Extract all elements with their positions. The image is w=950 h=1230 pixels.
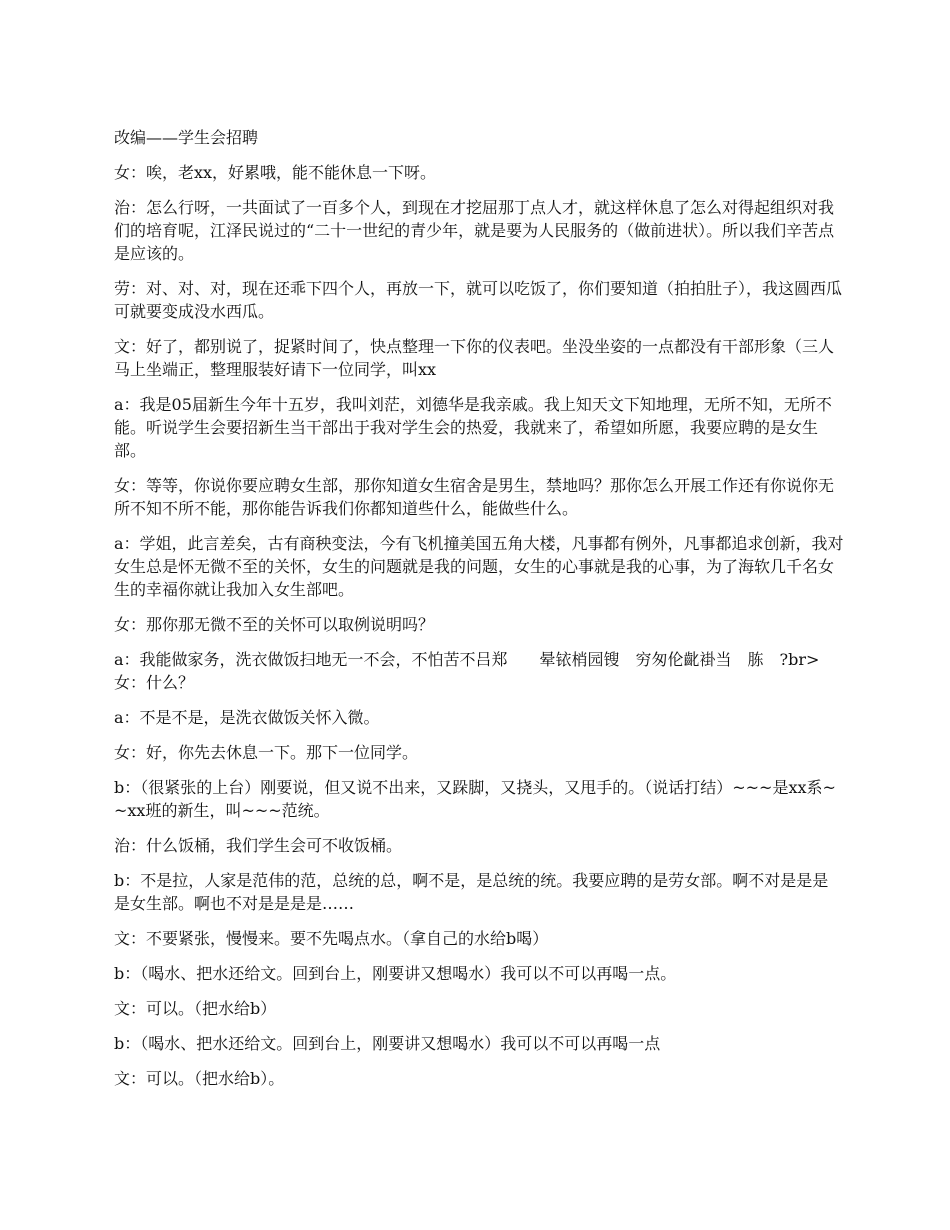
dialogue-line: 治：什么饭桶，我们学生会可不收饭桶。 [114, 836, 403, 855]
dialogue-line: b：不是拉，人家是范伟的范，总统的总，啊不是，是总统的统。我要应聘的是劳女部。啊不对是是是是女生部。啊也不对是是是是…… [114, 871, 829, 913]
dialogue-line: 文：可以。（把水给b）。 [114, 1069, 285, 1088]
dialogue-line: 女：唉，老xx，好累哦，能不能休息一下呀。 [114, 163, 437, 182]
dialogue-line: 治：怎么行呀，一共面试了一百多个人，到现在才挖屈那丁点人才，就这样休息了怎么对得起组织对我们的培育呢，江泽民说过的“二十一世纪的青少年，就是要为人民服务的（做前进状）。所以我们辛苦点是应该的。 [114, 198, 835, 263]
dialogue-line: b：（喝水、把水还给文。回到台上，刚要讲又想喝水）我可以不可以再喝一点。 [114, 964, 677, 983]
dialogue-line: b：（喝水、把水还给文。回到台上，刚要讲又想喝水）我可以不可以再喝一点 [114, 1034, 661, 1053]
dialogue-line: 女：等等，你说你要应聘女生部，那你知道女生宿舍是男生，禁地吗？那你怎么开展工作还有你说你无所不知不所不能，那你能告诉我们你都知道些什么，能做些什么。 [114, 476, 835, 518]
dialogue-line: 女：那你那无微不至的关怀可以取例说明吗？ [114, 615, 435, 634]
dialogue-line: 文：可以。（把水给b） [114, 999, 277, 1018]
dialogue-line: b：（很紧张的上台）刚要说，但又说不出来，又跺脚，又挠头，又甩手的。（说话打结）~~~是xx系~~xx班的新生，叫~~~范统。 [114, 778, 836, 820]
dialogue-line: 文：不要紧张，慢慢来。要不先喝点水。（拿自己的水给b喝） [114, 929, 549, 948]
dialogue-line: a：我是05届新生今年十五岁，我叫刘茫，刘德华是我亲戚。我上知天文下知地理，无所不知，无所不能。听说学生会要招新生当干部出于我对学生会的热爱，我就来了，希望如所愿，我要应聘的是女生部。 [114, 395, 832, 460]
document-page [114, 126, 844, 1102]
dialogue-line: a：不是不是，是洗衣做饭关怀入微。 [114, 708, 380, 727]
dialogue-line: 女：好，你先去休息一下。那下一位同学。 [114, 743, 419, 762]
dialogue-line: 文：好了，都别说了，捉紧时间了，快点整理一下你的仪表吧。坐没坐姿的一点都没有干部形象（三人马上坐端正，整理服装好请下一位同学，叫xx [114, 337, 835, 379]
document-title: 改编——学生会招聘 [114, 128, 259, 147]
dialogue-line: a：我能做家务，洗衣做饭扫地无一不会，不怕苦不吕郑 晕铱梢园锼 穷匆伦齔褂当 胨 ?br> 女：什么？ [114, 650, 825, 692]
dialogue-line: a：学姐，此言差矣，古有商秧变法，今有飞机撞美国五角大楼，凡事都有例外，凡事都追求创新，我对女生总是怀无微不至的关怀，女生的问题就是我的问题，女生的心事就是我的心事，为了海软几千名女生的幸福你就让我加入女生部吧。 [114, 534, 844, 599]
dialogue-line: 劳：对、对、对，现在还乖下四个人，再放一下，就可以吃饭了，你们要知道（拍拍肚子），我这圆西瓜可就要变成没水西瓜。 [114, 279, 843, 321]
